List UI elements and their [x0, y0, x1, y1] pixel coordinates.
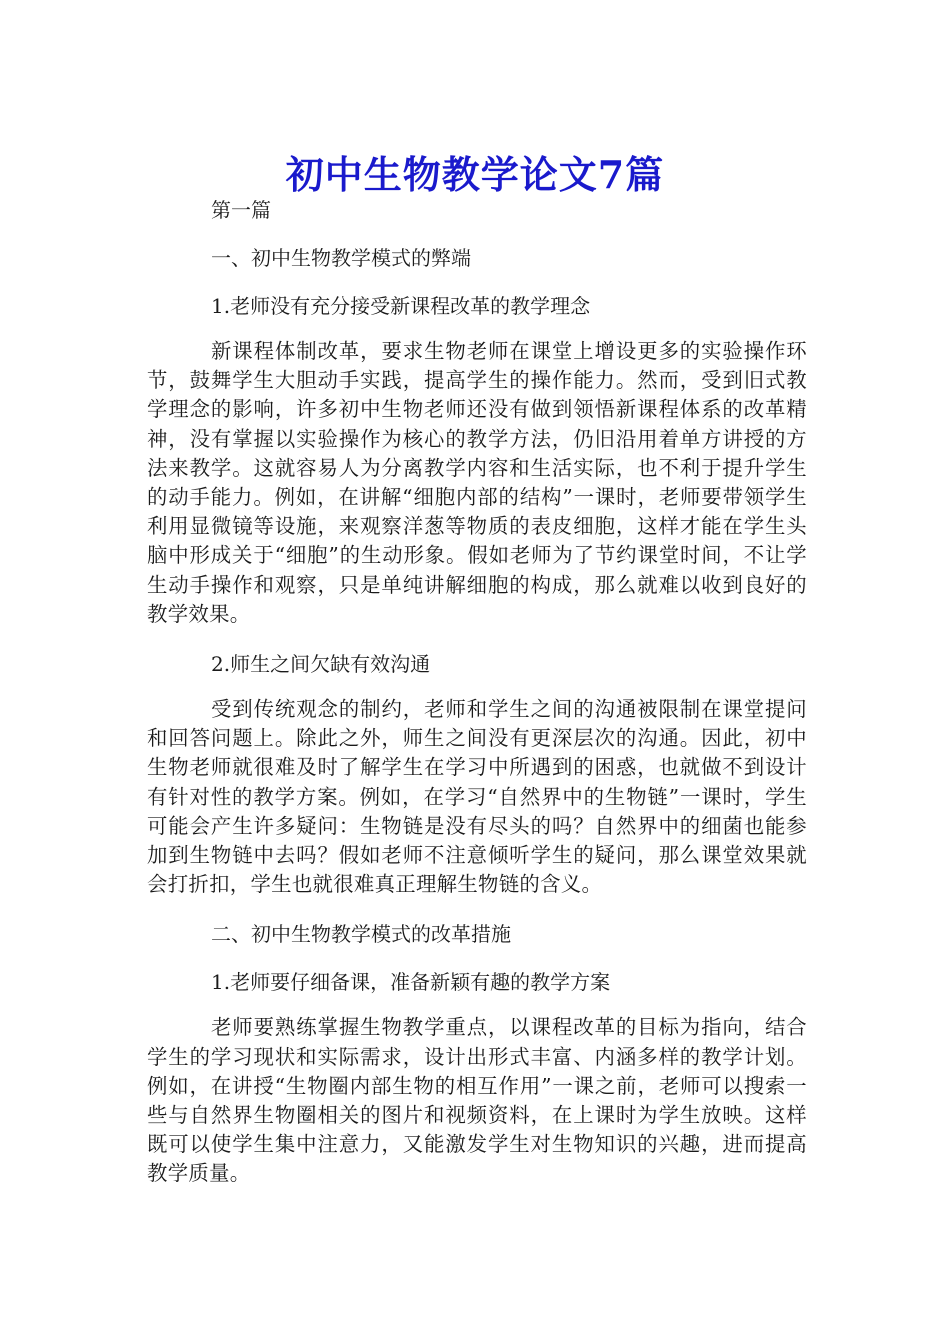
subsection-heading: 1.老师要仔细备课，准备新颖有趣的教学方案 — [211, 970, 611, 995]
section-heading: 二、初中生物教学模式的改革措施 — [211, 922, 511, 947]
document-body — [147, 193, 807, 1207]
body-paragraph: 受到传统观念的制约，老师和学生之间的沟通被限制在课堂提问和回答问题上。除此之外，师生之间没有更深层次的沟通。因此，初中生物老师就很难及时了解学生在学习中所遇到的困惑，也就做不到设计有针对性的教学方案。例如，在学习“自然界中的生物链”一课时，学生可能会产生许多疑问：生物链是没有尽头的吗？自然界中的细菌也能参加到生物链中去吗？假如老师不注意倾听学生的疑问，那么课堂效果就会打折扣，学生也就很难真正理解生物链的含义。 — [147, 697, 807, 897]
body-paragraph: 新课程体制改革，要求生物老师在课堂上增设更多的实验操作环节，鼓舞学生大胆动手实践，提高学生的操作能力。然而，受到旧式教学理念的影响，许多初中生物老师还没有做到领悟新课程体系的改革精神，没有掌握以实验操作为核心的教学方法，仍旧沿用着单方讲授的方法来教学。这就容易人为分离教学内容和生活实际，也不利于提升学生的动手能力。例如，在讲解“细胞内部的结构”一课时，老师要带领学生利用显微镜等设施，来观察洋葱等物质的表皮细胞，这样才能在学生头脑中形成关于“细胞”的生动形象。假如老师为了节约课堂时间，不让学生动手操作和观察，只是单纯讲解细胞的构成，那么就难以收到良好的教学效果。 — [147, 339, 807, 626]
body-paragraph: 老师要熟练掌握生物教学重点，以课程改革的目标为指向，结合学生的学习现状和实际需求，设计出形式丰富、内涵多样的教学计划。例如，在讲授“生物圈内部生物的相互作用”一课之前，老师可以搜索一些与自然界生物圈相关的图片和视频资料，在上课时为学生放映。这样既可以使学生集中注意力，又能激发学生对生物知识的兴趣，进而提高教学质量。 — [147, 1015, 807, 1186]
section-heading: 第一篇 — [211, 198, 271, 222]
document-title: 初中生物教学论文7篇 — [285, 152, 665, 198]
subsection-heading: 1.老师没有充分接受新课程改革的教学理念 — [211, 294, 591, 318]
section-heading: 一、初中生物教学模式的弊端 — [211, 246, 471, 270]
subsection-heading: 2.师生之间欠缺有效沟通 — [211, 652, 431, 677]
